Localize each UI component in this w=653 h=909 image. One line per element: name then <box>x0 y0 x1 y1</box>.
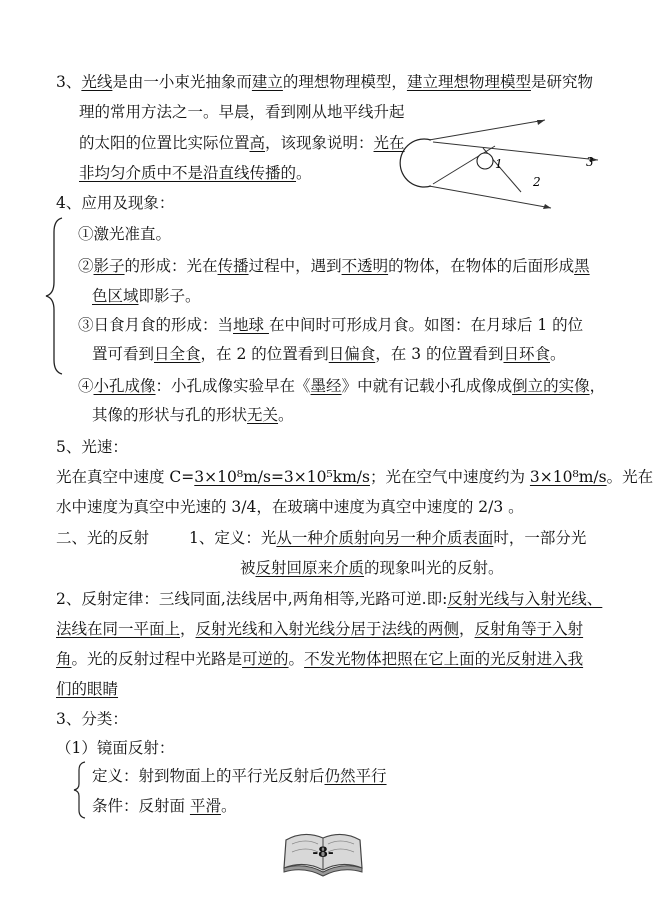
ray-upper <box>429 120 545 140</box>
p5-line-2: 水中速度为真空中光速的 3/4，在玻璃中速度为真空中速度的 2/3 。 <box>56 498 524 516</box>
text-segment: 其像的形状与孔的形状 <box>92 406 248 424</box>
p4-item-4-line-2 <box>92 405 294 425</box>
text-segment: ， <box>180 620 196 638</box>
text-segment: 。 <box>220 797 237 815</box>
cls-heading: 3、分类： <box>56 710 128 728</box>
underlined-term: 3×10⁸m/s=3×10⁵km/s <box>194 468 370 486</box>
text-segment: 条件：反射面 <box>92 797 190 815</box>
underlined-term: 日全食 <box>154 345 201 363</box>
p4-heading: 4、应用及现象： <box>56 194 175 212</box>
text-segment: 即影子。 <box>138 287 201 305</box>
text-segment: ；光在空气中速度约为 <box>369 468 530 486</box>
page-number-book-icon <box>280 822 366 878</box>
reflection-line-2 <box>240 558 504 578</box>
underlined-term: 墨经 <box>310 377 342 395</box>
text-segment: ④ <box>78 377 94 395</box>
cls-subheading: （1）镜面反射： <box>56 739 175 757</box>
p5-heading: 5、光速： <box>56 438 128 456</box>
reflection-line-1 <box>56 528 586 548</box>
underlined-term: 从一种介质射向另一种介质表面 <box>276 529 494 547</box>
underlined-term: 法线在同一平面上 <box>56 620 181 638</box>
text-segment: 的太阳的位置比实际位置 <box>79 134 250 152</box>
underlined-term: 无关 <box>247 406 279 424</box>
label-position-1: 1 <box>495 157 503 171</box>
arrowhead <box>537 120 545 125</box>
cls-definition <box>92 766 387 786</box>
underlined-term: 传播 <box>217 257 249 275</box>
underlined-term: 日环食 <box>503 345 550 363</box>
p4-item-3-line-1 <box>78 315 583 335</box>
ray-tangent-upper <box>433 142 598 160</box>
underlined-term: 不发光物体把照在它上面的光反射进入我 <box>304 650 584 668</box>
text-segment: 的理想物理模型， <box>282 73 407 91</box>
text-segment: 1、定义：光 <box>189 529 277 547</box>
text-segment: ，在 3 的位置看到 <box>375 345 504 363</box>
text-segment: ③日食月食的形成：当 <box>78 316 234 334</box>
text-segment: 的形成：光在 <box>124 257 218 275</box>
sun-earth-diagram <box>403 118 608 210</box>
text-segment: ，该现象说明： <box>265 134 374 152</box>
left-brace <box>44 216 64 376</box>
text-segment: 时，一部分光 <box>493 529 587 547</box>
earth-arc <box>400 139 431 187</box>
page-number: -8- <box>312 845 334 861</box>
text-segment: 是研究物 <box>530 73 593 91</box>
text-segment: 是由一小束光抽象而 <box>112 73 252 91</box>
underlined-term: 色区域 <box>92 287 139 305</box>
text-segment: 的物体，在物体的后面形成 <box>388 257 575 275</box>
text-segment: 。 <box>278 406 294 424</box>
text-segment: ， <box>589 377 606 395</box>
p3-line-2: 理的常用方法之一。早晨，看到刚从地平线升起 <box>79 103 405 121</box>
text-segment: 》中就有记载小孔成像成 <box>341 377 513 395</box>
text-segment: 。 <box>550 345 566 363</box>
law-line-2 <box>56 619 583 639</box>
moon-circle <box>477 153 493 169</box>
p4-item-3-line-2 <box>92 344 566 364</box>
p5-line-1 <box>56 467 653 487</box>
ray-lower <box>429 186 551 208</box>
text-segment: 定义：射到物面上的平行光反射后 <box>92 767 325 785</box>
underlined-term: 反射回原来介质 <box>255 559 365 577</box>
left-brace-small <box>72 760 86 820</box>
underlined-term: 光在 <box>373 134 405 152</box>
cls-condition <box>92 796 236 816</box>
law-line-1 <box>56 589 602 609</box>
text-segment: 过程中，遇到 <box>248 257 342 275</box>
text-segment: ， <box>459 620 475 638</box>
label-position-3: 3 <box>586 155 594 169</box>
underlined-term: 仍然平行 <box>324 767 387 785</box>
underlined-term: 反射光线和入射光线分居于法线的两侧 <box>195 620 460 638</box>
underlined-term: 平滑 <box>189 797 221 815</box>
text-segment: ，在 2 的位置看到 <box>200 345 329 363</box>
law-line-4 <box>56 679 118 699</box>
text-segment: 。 <box>288 650 305 668</box>
text-segment: 光在真空中速度 C= <box>56 468 195 486</box>
text-segment: 。光在 <box>606 468 653 486</box>
underlined-term: 高 <box>249 134 266 152</box>
p3-line-1 <box>56 72 593 92</box>
underlined-term: 不透明 <box>341 257 389 275</box>
underlined-term: 建立 <box>251 73 283 91</box>
text-segment: 置可看到 <box>92 345 155 363</box>
underlined-term: 小孔成像 <box>93 377 156 395</box>
law-line-3 <box>56 649 583 669</box>
underlined-term: 可逆的 <box>242 650 289 668</box>
label-position-2: 2 <box>533 175 541 189</box>
underlined-term: 日偏食 <box>328 345 376 363</box>
underlined-term: 非均匀介质中不是沿直线传播的 <box>79 164 297 182</box>
p4-item-2-line-2 <box>92 286 201 306</box>
underlined-term: 影子 <box>93 257 125 275</box>
underlined-term: 光线 <box>81 73 113 91</box>
underlined-term: 3×10⁸m/s <box>529 468 607 486</box>
underlined-term: 地球 <box>233 316 269 334</box>
p4-item-2-line-1 <box>78 256 590 276</box>
text-segment: 。光的反射过程中光路是 <box>71 650 243 668</box>
underlined-term: 建立理想物理模型 <box>406 73 531 91</box>
underlined-term: 反射光线与入射光线、 <box>447 590 603 608</box>
text-segment: ② <box>78 257 94 275</box>
p3-line-4 <box>79 163 312 183</box>
p4-item-4-line-1 <box>78 376 605 396</box>
underlined-term: 反射角等于入射 <box>474 620 584 638</box>
text-segment: ：小孔成像实验早在《 <box>155 377 311 395</box>
text-segment: 。 <box>296 164 312 182</box>
underlined-term: 角 <box>56 650 72 668</box>
underlined-term: 黑 <box>574 257 590 275</box>
text-segment: 被 <box>240 559 256 577</box>
underlined-term: 倒立的实像 <box>512 377 590 395</box>
underlined-term: 们的眼睛 <box>56 680 119 698</box>
text-segment: 的现象叫光的反射。 <box>364 559 504 577</box>
section-title: 二、光的反射 <box>56 529 150 547</box>
text-segment: 2、反射定律：三线同面,法线居中,两角相等,光路可逆.即: <box>56 590 448 608</box>
p4-item-1: ①激光准直。 <box>78 225 172 243</box>
p3-line-3 <box>79 133 405 153</box>
text-segment: 在中间时可形成月食。如图：在月球后 1 的位 <box>268 316 584 334</box>
text-segment: 3、 <box>56 73 82 91</box>
